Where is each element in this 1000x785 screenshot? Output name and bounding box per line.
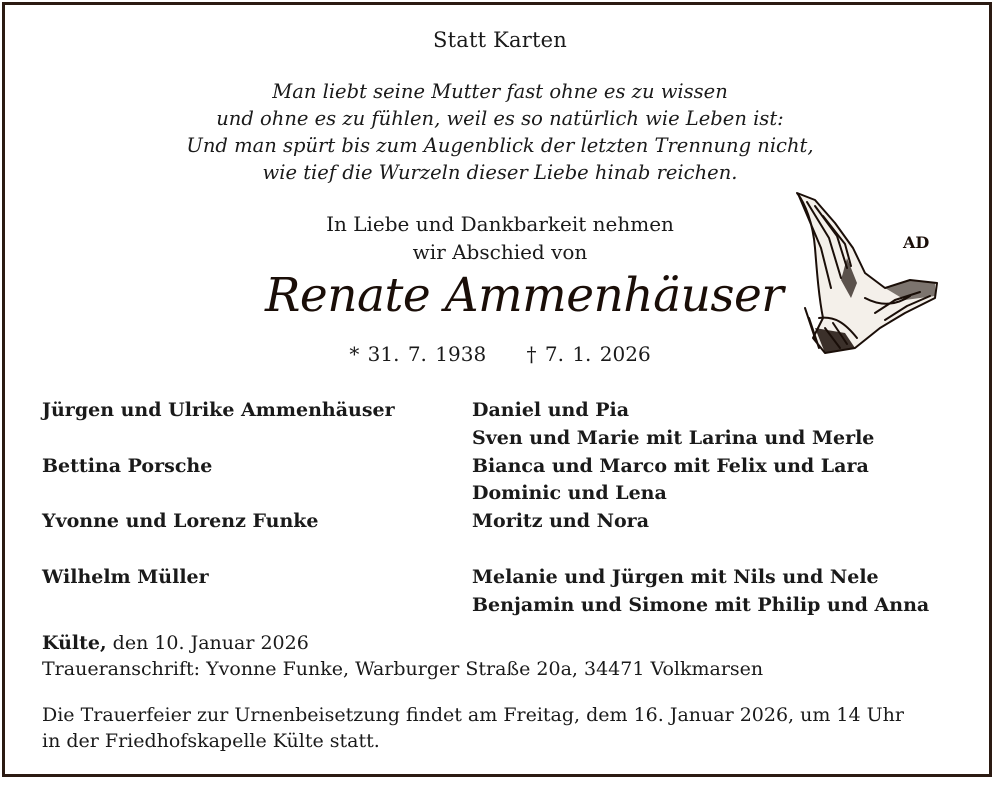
service-info bbox=[42, 702, 904, 754]
mourner-entry: Melanie und Jürgen mit Nils und Nele bbox=[472, 565, 879, 588]
mourner-entry: Sven und Marie mit Larina und Merle bbox=[472, 426, 875, 449]
mourner-entry: Wilhelm Müller bbox=[42, 565, 209, 588]
mourners-left bbox=[42, 397, 395, 592]
deceased-name: Renate Ammenhäuser bbox=[265, 268, 784, 323]
mourners-right bbox=[472, 397, 929, 619]
mourner-entry: Bettina Porsche bbox=[42, 454, 213, 477]
place-name: Külte, bbox=[42, 632, 107, 654]
mourner-entry: Daniel und Pia bbox=[472, 399, 630, 421]
mourner-entry: Yvonne und Lorenz Funke bbox=[42, 510, 319, 533]
poem-line: Man liebt seine Mutter fast ohne es zu wissen bbox=[272, 80, 728, 103]
monogram: AD bbox=[903, 233, 930, 252]
mourner-entry: Benjamin und Simone mit Philip und Anna bbox=[472, 593, 930, 616]
praying-hands-icon bbox=[785, 188, 945, 358]
birth-date: * 31. 7. 1938 bbox=[349, 342, 487, 366]
intro-line: wir Abschied von bbox=[412, 240, 588, 264]
mourner-entry bbox=[472, 536, 929, 564]
service-line: in der Friedhofskapelle Külte statt. bbox=[42, 730, 380, 752]
mourner-entry: Jürgen und Ulrike Ammenhäuser bbox=[42, 399, 395, 421]
poem-line: Und man spürt bis zum Augenblick der letzten Trennung nicht, bbox=[186, 134, 814, 157]
mourner-entry bbox=[42, 425, 395, 453]
death-date: † 7. 1. 2026 bbox=[526, 342, 651, 366]
mourner-entry: Bianca und Marco mit Felix und Lara bbox=[472, 454, 869, 477]
mourner-entry: Dominic und Lena bbox=[472, 482, 667, 505]
poem-line: und ohne es zu fühlen, weil es so natürlich wie Leben ist: bbox=[216, 107, 784, 130]
mourner-entry bbox=[42, 536, 395, 564]
poem bbox=[0, 78, 1000, 186]
mourner-entry: Moritz und Nora bbox=[472, 510, 650, 533]
intro-line: In Liebe und Dankbarkeit nehmen bbox=[326, 212, 674, 236]
notice-date: den 10. Januar 2026 bbox=[112, 632, 309, 654]
poem-line: wie tief die Wurzeln dieser Liebe hinab reichen. bbox=[262, 161, 738, 184]
service-line: Die Trauerfeier zur Urnenbeisetzung findet am Freitag, dem 16. Januar 2026, um 14 Uhr bbox=[42, 704, 904, 726]
mourning-address: Traueranschrift: Yvonne Funke, Warburger Straße 20a, 34471 Volkmarsen bbox=[42, 658, 764, 680]
mourner-entry bbox=[42, 480, 395, 508]
notice-heading: Statt Karten bbox=[433, 28, 567, 52]
place-date bbox=[42, 630, 309, 656]
